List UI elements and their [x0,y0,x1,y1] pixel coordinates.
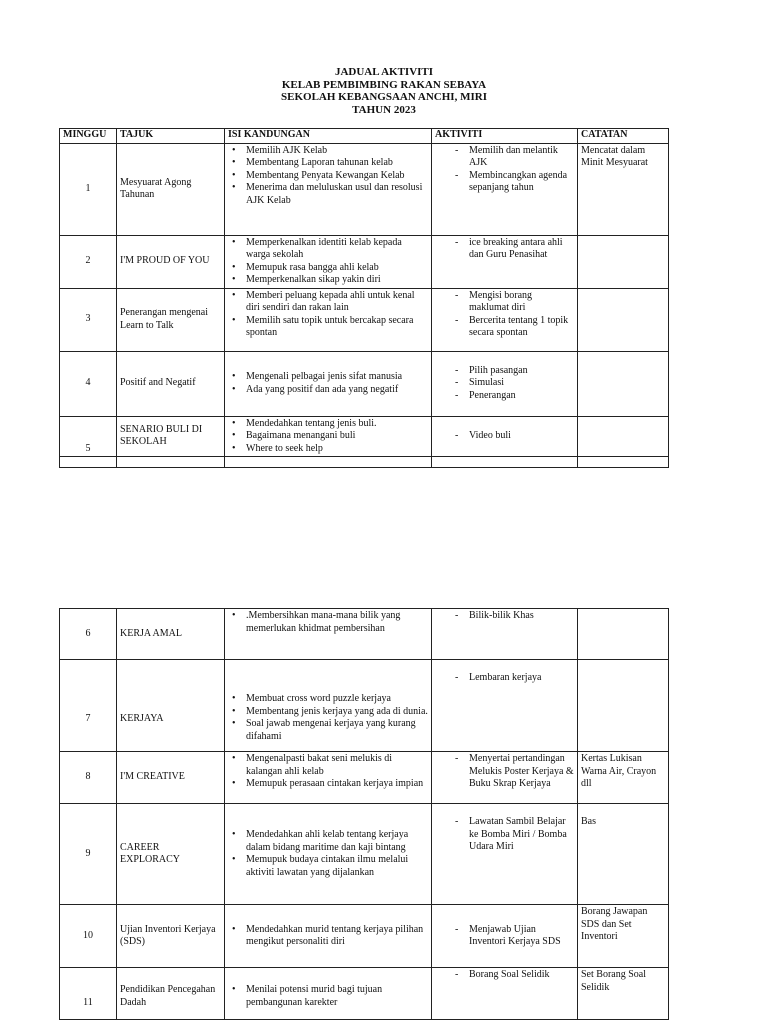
list-item: • Bagaimana menangani buli [228,430,428,443]
list-item: • Mengenali pelbagai jenis sifat manusia [228,371,428,384]
empty-cell [432,457,578,468]
list-item: - Bercerita tentang 1 topik secara spontan [435,315,574,340]
cell-tajuk: Ujian Inventori Kerjaya (SDS) [117,905,225,968]
cell-tajuk: Mesyuarat Agong Tahunan [117,143,225,235]
list-item: • Where to seek help [228,443,428,456]
title-line-2: KELAB PEMBIMBING RAKAN SEBAYA [281,78,487,91]
cell-catatan [578,660,669,752]
cell-tajuk: Pendidikan Pencegahan Dadah [117,968,225,1020]
col-header-catatan: CATATAN [578,129,669,144]
cell-isi [225,609,432,660]
cell-tajuk: I'M PROUD OF YOU [117,235,225,288]
table-row [60,609,669,660]
list-item: - Lawatan Sambil Belajar ke Bomba Miri / Bomba Udara Miri [435,816,574,854]
list-item: - Penerangan [435,390,574,403]
table-row [60,235,669,288]
cell-tajuk: SENARIO BULI DI SEKOLAH [117,416,225,457]
list-item: • Memilih AJK Kelab [228,145,428,158]
list-item: • Memberi peluang kepada ahli untuk kenal diri sendiri dan rakan lain [228,290,428,315]
list-item: • Mendedahkan ahli kelab tentang kerjaya dalam bidang maritime dan kaji bintang [228,829,428,854]
list-item: - Menjawab Ujian Inventori Kerjaya SDS [435,924,574,949]
document-title [0,66,768,116]
table-row [60,905,669,968]
col-header-minggu: MINGGU [60,129,117,144]
cell-catatan: Set Borang Soal Selidik [578,968,669,1020]
cell-minggu: 6 [60,609,117,660]
activity-table-1 [59,128,669,468]
list-item: • Memupuk rasa bangga ahli kelab [228,262,428,275]
list-item: • Ada yang positif dan ada yang negatif [228,384,428,397]
empty-cell [578,457,669,468]
list-item: • Membuat cross word puzzle kerjaya [228,693,428,706]
title-line-4: TAHUN 2023 [352,103,416,116]
list-item: - Menyertai pertandingan Melukis Poster Kerjaya & Buku Skrap Kerjaya [435,753,574,791]
list-item: • Memilih satu topik untuk bercakap secara spontan [228,315,428,340]
list-item: • Soal jawab mengenai kerjaya yang kurang difahami [228,718,428,743]
cell-catatan [578,416,669,457]
cell-catatan: Mencatat dalam Minit Mesyuarat [578,143,669,235]
table-row [60,143,669,235]
list-item: - Borang Soal Selidik [435,969,574,982]
cell-aktiviti [432,968,578,1020]
list-item: - Bilik-bilik Khas [435,610,574,623]
cell-isi [225,235,432,288]
table-row [60,660,669,752]
list-item: - Memilih dan melantik AJK [435,145,574,170]
col-header-aktiviti: AKTIVITI [432,129,578,144]
cell-aktiviti [432,288,578,351]
list-item: - Simulasi [435,377,574,390]
list-item: • Memperkenalkan identiti kelab kepada warga sekolah [228,237,428,262]
cell-isi [225,905,432,968]
list-item: • Mendedahkan murid tentang kerjaya pilihan mengikut personaliti diri [228,924,428,949]
empty-cell [117,457,225,468]
cell-isi [225,660,432,752]
cell-catatan: Kertas Lukisan Warna Air, Crayon dll [578,752,669,804]
list-item: • Menerima dan meluluskan usul dan resolusi AJK Kelab [228,182,428,207]
list-item: - Mengisi borang maklumat diri [435,290,574,315]
cell-isi [225,968,432,1020]
list-item: • .Membersihkan mana-mana bilik yang memerlukan khidmat pembersihan [228,610,428,635]
list-item: - Membincangkan agenda sepanjang tahun [435,170,574,195]
cell-tajuk: Positif and Negatif [117,351,225,416]
cell-catatan: Borang Jawapan SDS dan Set Inventori [578,905,669,968]
cell-tajuk: I'M CREATIVE [117,752,225,804]
list-item: • Membentang jenis kerjaya yang ada di dunia. [228,706,428,719]
cell-catatan [578,609,669,660]
cell-minggu: 7 [60,660,117,752]
cell-minggu: 4 [60,351,117,416]
list-item: - ice breaking antara ahli dan Guru Penasihat [435,237,574,262]
list-item: - Pilih pasangan [435,365,574,378]
table-row [60,968,669,1020]
cell-minggu: 8 [60,752,117,804]
empty-cell [60,457,117,468]
empty-cell [225,457,432,468]
cell-minggu: 10 [60,905,117,968]
cell-catatan [578,288,669,351]
cell-isi [225,143,432,235]
cell-tajuk: Penerangan mengenai Learn to Talk [117,288,225,351]
activity-table-2 [59,608,669,1020]
cell-minggu: 2 [60,235,117,288]
table-header-row [60,129,669,144]
title-line-3: SEKOLAH KEBANGSAAN ANCHI, MIRI [281,91,487,103]
list-item: • Mendedahkan tentang jenis buli. [228,418,428,431]
cell-isi [225,288,432,351]
cell-minggu: 5 [60,416,117,457]
cell-catatan: Bas [578,804,669,905]
cell-minggu: 1 [60,143,117,235]
cell-tajuk: CAREER EXPLORACY [117,804,225,905]
list-item: • Menilai potensi murid bagi tujuan pembangunan karekter [228,984,428,1009]
cell-aktiviti [432,416,578,457]
table-row [60,804,669,905]
cell-tajuk: KERJAYA [117,660,225,752]
cell-aktiviti [432,752,578,804]
list-item: • Membentang Laporan tahunan kelab [228,157,428,170]
table-row [60,752,669,804]
cell-isi [225,416,432,457]
list-item: • Memupuk budaya cintakan ilmu melalui aktiviti lawatan yang dijalankan [228,854,428,879]
title-line-1: JADUAL AKTIVITI [334,66,434,78]
cell-minggu: 11 [60,968,117,1020]
list-item: - Lembaran kerjaya [435,672,574,685]
list-item: • Memupuk perasaan cintakan kerjaya impian [228,778,428,791]
cell-aktiviti [432,235,578,288]
cell-aktiviti [432,660,578,752]
cell-isi [225,351,432,416]
table-row [60,288,669,351]
cell-aktiviti [432,143,578,235]
cell-aktiviti [432,609,578,660]
empty-row [60,457,669,468]
col-header-tajuk: TAJUK [117,129,225,144]
cell-catatan [578,351,669,416]
cell-minggu: 3 [60,288,117,351]
list-item: - Video buli [435,430,574,443]
cell-aktiviti [432,804,578,905]
col-header-isi: ISI KANDUNGAN [225,129,432,144]
cell-aktiviti [432,905,578,968]
cell-tajuk: KERJA AMAL [117,609,225,660]
table-row [60,351,669,416]
table-row [60,416,669,457]
cell-aktiviti [432,351,578,416]
cell-isi [225,804,432,905]
list-item: • Memperkenalkan sikap yakin diri [228,274,428,287]
cell-isi [225,752,432,804]
list-item: • Mengenalpasti bakat seni melukis di kalangan ahli kelab [228,753,428,778]
cell-catatan [578,235,669,288]
cell-minggu: 9 [60,804,117,905]
list-item: • Membentang Penyata Kewangan Kelab [228,170,428,183]
